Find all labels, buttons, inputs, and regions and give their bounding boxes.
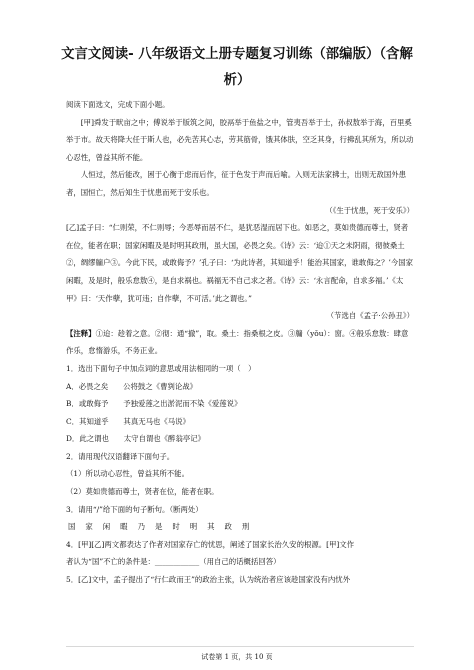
question-1-option-a: A．必畏之矣 公将鼓之《曹刿论战》 <box>66 381 198 391</box>
instruction-text: 阅读下面选文，完成下面小题。 <box>66 100 170 109</box>
notes-label: 【注释】 <box>66 328 96 338</box>
question-2-item-2: （2）莫如贵德而尊士，贤者在位，能者在职。 <box>66 487 219 497</box>
question-1-option-b: B．或敢侮予 予独爱莲之出淤泥而不染《爱莲说》 <box>66 399 242 409</box>
question-2-stem: 2．请用现代汉语翻译下面句子。 <box>66 451 175 461</box>
question-4-line-1: 4．[甲][乙]两文都表达了作者对国家存亡的忧思，阐述了国家长治久安的根源。[甲]文作 <box>66 539 355 549</box>
passage-a-source: （《生于忧患，死于安乐》） <box>325 205 414 215</box>
passage-a-paragraph-2: 人恒过，然后能改，困于心衡于虑而后作，征于色发于声而后喻。入则无法家拂士，出则无敌国外患者，国恒亡，然后知生于忧患而死于安乐也。 <box>66 170 406 197</box>
question-3-stem: 3．请用“/”给下面的句子断句。（断两处） <box>66 504 203 514</box>
question-3-sentence: 国家闲暇乃是时明其政刑 <box>68 522 260 532</box>
passage-a-paragraph-1: [甲]舜发于畎亩之中；傅说举于版筑之间，胶鬲举于鱼盐之中，管夷吾举于士，孙叔敖举于海，百里奚举于市。故天将降大任于斯人也，必先苦其心志，劳其筋骨，饿其体肤，空乏其身，行拂乱其所为，所以动心忍性，曾益其所不能。 <box>66 117 414 162</box>
question-4-line-2: 者认为“国”不亡的条件是：____________（用自己的话概括回答） <box>66 557 281 567</box>
question-1-option-d: D．此之谓也 太守自谓也《醉翁亭记》 <box>66 434 206 444</box>
question-5-line-1: 5．[乙]文中，孟子提出了“行仁政而王”的政治主张，认为统治者应该趁国家没有内忧外 <box>66 575 351 585</box>
notes-text: ①迨：趁着之意。②彻：通“撤”，取。桑土：指桑根之皮。③牖（yǒu）：窗。④般乐怠敖：肆意作乐，怠惰游乐，不务正业。 <box>66 328 409 356</box>
page-footer: 试卷第 1 页，共 10 页 <box>201 653 273 661</box>
title-line-2: 析） <box>223 73 251 88</box>
passage-b-source: （节选自《孟子·公孙丑》） <box>326 311 414 321</box>
title-line-1: 文言文阅读- 八年级语文上册专题复习训练（部编版）（含解 <box>61 47 413 62</box>
question-2-item-1: （1）所以动心忍性，曾益其所不能。 <box>66 469 189 479</box>
exam-content <box>66 96 414 589</box>
question-1-option-c: C．其知道乎 其真无马也《马说》 <box>66 416 190 426</box>
question-1-stem: 1．选出下面句子中加点词的意思或用法相同的一项（ ） <box>66 363 256 373</box>
footer-divider <box>66 646 414 647</box>
page-title <box>0 42 474 94</box>
passage-b-paragraph: [乙]孟子曰：“仁则荣，不仁则辱；今恶辱而居不仁，是犹恶湿而居下也。如恶之，莫如贵德而尊士，贤者在位，能者在职；国家闲暇及是时明其政刑，虽大国，必畏之矣。《诗》云：‘迨①天之未阴雨，彻彼桑土②，绸缪牖户③。今此下民，或敢侮予？’孔子曰：‘为此诗者，其知道乎！能治其国家，谁敢侮之？’今国家闲暇，及是时，般乐怠敖④，是自求祸也。祸福无不自己求之者。《诗》云：‘永言配命，自求多福。’《太甲》曰：‘天作孽，犹可违；自作孽，不可活。’此之谓也。” <box>66 223 414 303</box>
notes-block <box>66 325 414 360</box>
